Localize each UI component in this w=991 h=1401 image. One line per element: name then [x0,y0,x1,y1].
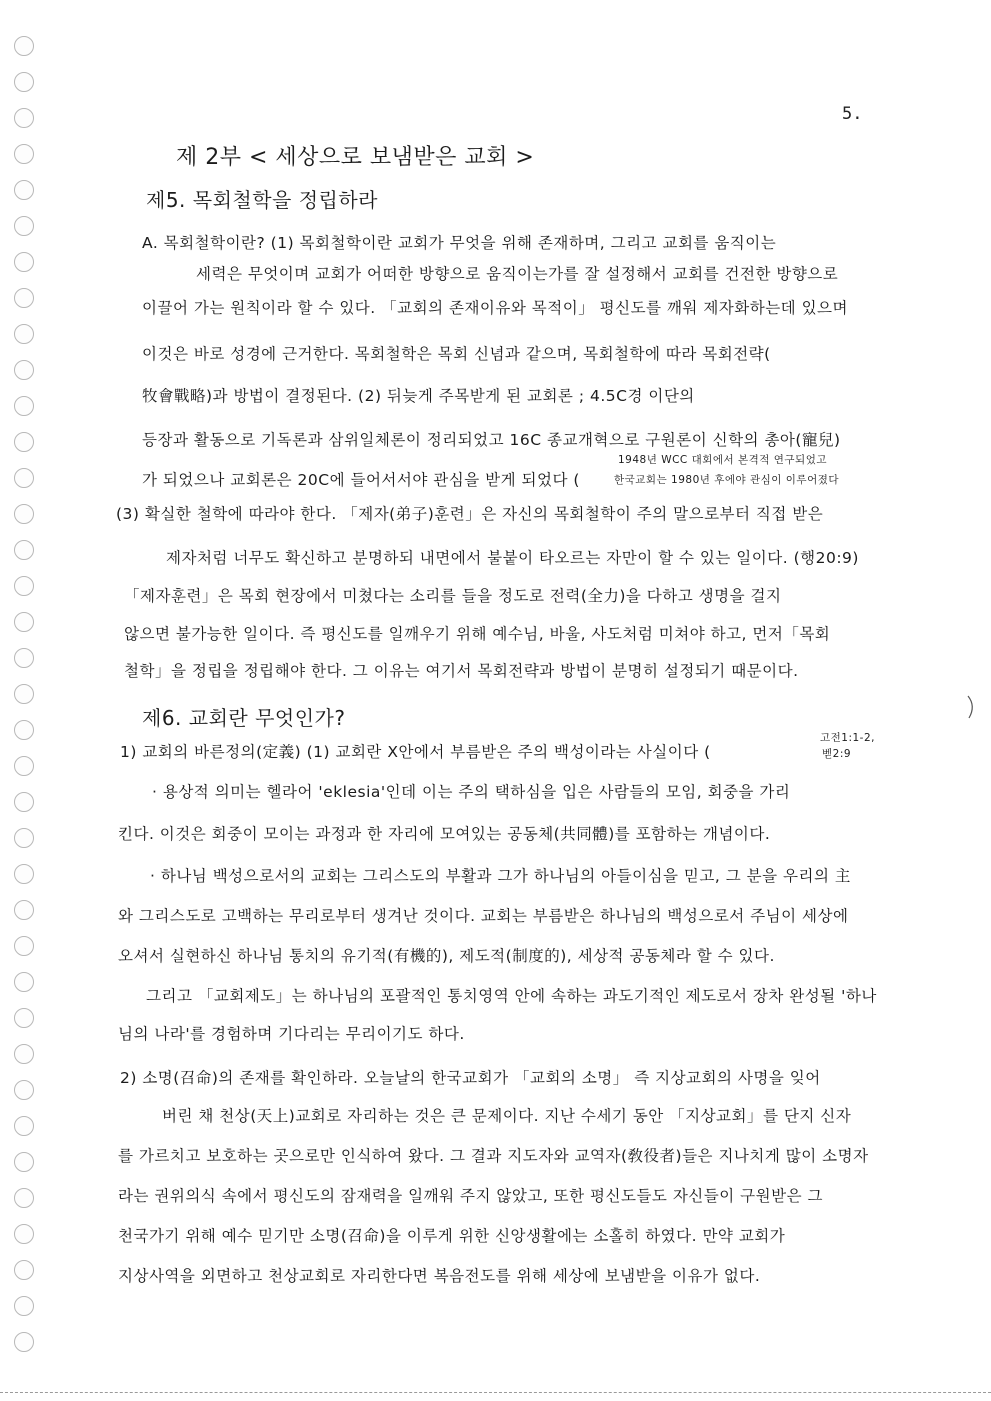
binder-hole [14,648,34,668]
binder-hole [14,936,34,956]
binder-hole [14,576,34,596]
text-line: 세력은 무엇이며 교회가 어떠한 방향으로 움직이는가를 잘 설정해서 교회를 건전한 방향으로 [196,265,839,283]
binder-hole [14,756,34,776]
verse-ref: 고전1:1-2, [820,732,875,744]
text-line: 그리고 「교회제도」는 하나님의 포괄적인 통치영역 안에 속하는 과도기적인 제도로서 장차 완성될 '하나 [146,987,877,1005]
binder-hole [14,540,34,560]
text-line: 가 되었으나 교회론은 20C에 들어서서야 관심을 받게 되었다 ( [142,471,580,489]
binder-hole [14,432,34,452]
text-line: · 용상적 의미는 헬라어 'eklesia'인데 이는 주의 택하심을 입은 사람들의 모임, 회중을 가리 [152,783,791,801]
binder-hole [14,288,34,308]
chapter6-title: 제6. 교회란 무엇인가? [142,706,346,730]
binder-hole [14,108,34,128]
binder-hole [14,1008,34,1028]
text-line: 버린 채 천상(天上)교회로 자리하는 것은 큰 문제이다. 지난 수세기 동안 「지상교회」를 단지 신자 [162,1107,852,1125]
binder-hole [14,36,34,56]
side-note: 1948년 WCC 대회에서 본격적 연구되었고 [618,454,827,466]
binder-holes [8,22,38,1382]
binder-hole [14,1188,34,1208]
text-line: 와 그리스도로 고백하는 무리로부터 생겨난 것이다. 교회는 부름받은 하나님의 백성으로서 주님이 세상에 [118,907,849,925]
text-line: 제자처럼 너무도 확신하고 분명하되 내면에서 불붙이 타오르는 자만이 할 수 있는 일이다. (행20:9) [166,549,859,567]
binder-hole [14,792,34,812]
binder-hole [14,972,34,992]
text-line: 이끌어 가는 원칙이라 할 수 있다. 「교회의 존재이유와 목적이」 평신도를 깨워 제자화하는데 있으며 [142,299,849,317]
text-line: · 하나님 백성으로서의 교회는 그리스도의 부활과 그가 하나님의 아들이심을 믿고, 그 분을 우리의 主 [150,867,851,885]
text-line: 않으면 불가능한 일이다. 즉 평신도를 일깨우기 위해 예수님, 바울, 사도처럼 미쳐야 하고, 먼저「목회 [124,625,831,643]
verse-ref: 벧2:9 [822,748,852,760]
text-line: 지상사역을 외면하고 천상교회로 자리한다면 복음전도를 위해 세상에 보냄받을 이유가 없다. [118,1267,761,1285]
text-line: 이것은 바로 성경에 근거한다. 목회철학은 목회 신념과 같으며, 목회철학에 따라 목회전략( [142,345,771,363]
part-title: 제 2부 < 세상으로 보냄받은 교회 > [176,145,535,170]
text-line: 「제자훈련」은 목회 현장에서 미쳤다는 소리를 들을 정도로 전력(全力)을 다하고 생명을 걸지 [124,587,782,605]
binder-hole [14,1224,34,1244]
binder-hole [14,72,34,92]
binder-hole [14,720,34,740]
text-line: 킨다. 이것은 회중이 모이는 과정과 한 자리에 모여있는 공동체(共同體)를 포함하는 개념이다. [118,825,771,843]
binder-hole [14,1116,34,1136]
binder-hole [14,180,34,200]
binder-hole [14,1080,34,1100]
binder-hole [14,612,34,632]
text-line: 등장과 활동으로 기독론과 삼위일체론이 정리되었고 16C 종교개혁으로 구원론이 신학의 총아(寵兒) [142,431,841,449]
text-line: 1) 교회의 바른정의(定義) (1) 교회란 X안에서 부름받은 주의 백성이라는 사실이다 ( [120,743,711,761]
chapter5-title: 제5. 목회철학을 정립하라 [146,188,378,212]
binder-hole [14,1152,34,1172]
binder-hole [14,324,34,344]
binder-hole [14,252,34,272]
text-line: 牧會戰略)과 방법이 결정된다. (2) 뒤늦게 주목받게 된 교회론 ; 4.5C경 이단의 [142,387,695,405]
text-line: 철학」을 정립을 정립해야 한다. 그 이유는 여기서 목회전략과 방법이 분명히 설정되기 때문이다. [124,662,799,680]
binder-hole [14,1296,34,1316]
binder-hole [14,216,34,236]
text-line: 님의 나라'를 경험하며 기다리는 무리이기도 하다. [118,1025,465,1043]
binder-hole [14,864,34,884]
text-line: 2) 소명(召命)의 존재를 확인하라. 오늘날의 한국교회가 「교회의 소명」 즉 지상교회의 사명을 잊어 [120,1069,821,1087]
binder-hole [14,684,34,704]
binder-hole [14,1332,34,1352]
text-line: 천국가기 위해 예수 믿기만 소명(召命)을 이루게 위한 신앙생활에는 소홀히 하였다. 만약 교회가 [118,1227,786,1245]
binder-hole [14,1260,34,1280]
text-line: (3) 확실한 철학에 따라야 한다. 「제자(弟子)훈련」은 자신의 목회철학이 주의 말으로부터 직접 받은 [116,505,824,523]
page-number: 5. [842,104,863,124]
binder-hole [14,144,34,164]
binder-hole [14,828,34,848]
binder-hole [14,360,34,380]
text-line: 를 가르치고 보호하는 곳으로만 인식하여 왔다. 그 결과 지도자와 교역자(敎役者)들은 지나치게 많이 소명자 [118,1147,869,1165]
binder-hole [14,504,34,524]
binder-hole [14,900,34,920]
side-note: 한국교회는 1980년 후에야 관심이 이루어졌다 [614,474,840,486]
text-line: 라는 권위의식 속에서 평신도의 잠재력을 일깨워 주지 않았고, 또한 평신도들도 자신들이 구원받은 그 [118,1187,823,1205]
text-line: A. 목회철학이란? (1) 목회철학이란 교회가 무엇을 위해 존재하며, 그리고 교회를 움직이는 [142,234,777,252]
bottom-divider [0,1392,991,1393]
binder-hole [14,468,34,488]
binder-hole [14,1044,34,1064]
margin-mark [966,694,978,720]
binder-hole [14,396,34,416]
text-line: 오셔서 실현하신 하나님 통치의 유기적(有機的), 제도적(制度的), 세상적 공동체라 할 수 있다. [118,947,775,965]
